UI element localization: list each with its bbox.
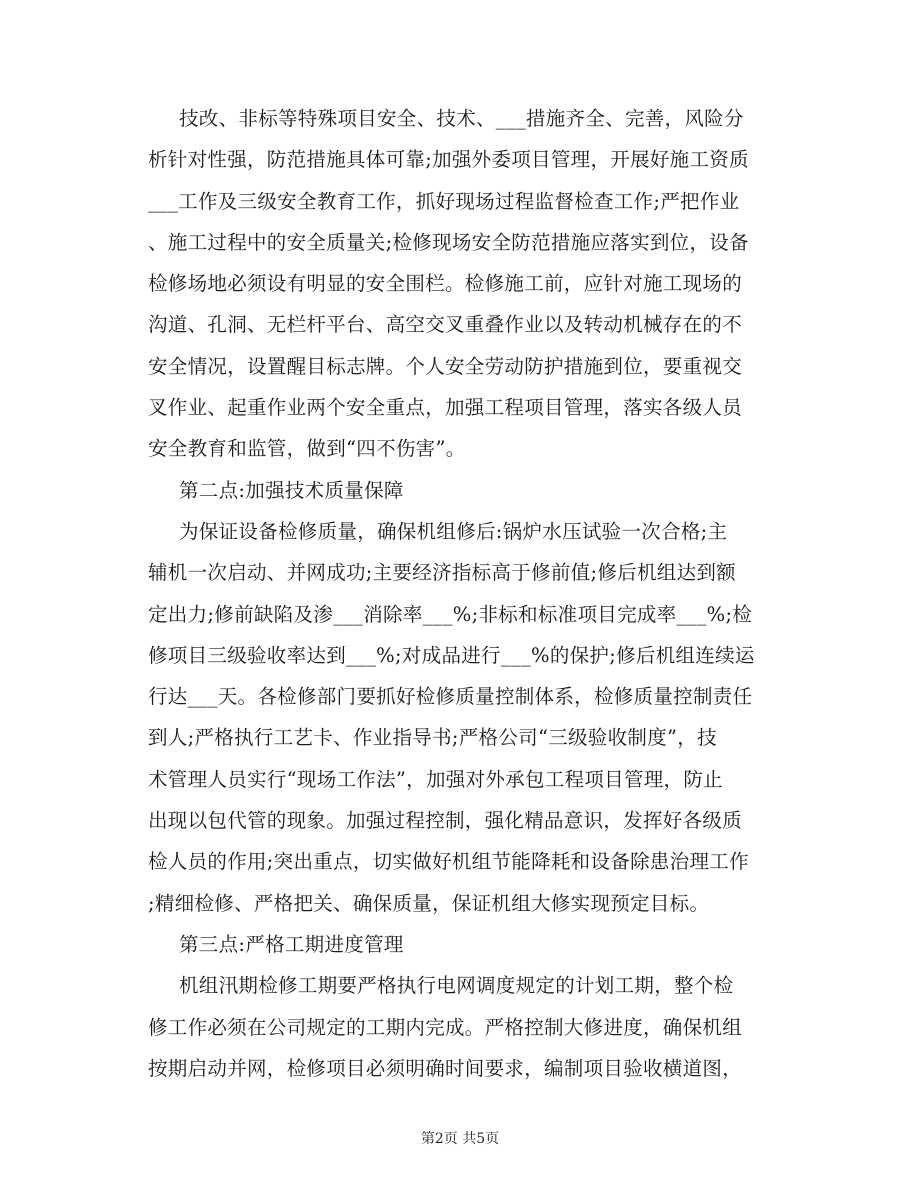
text-line: 安全情况，设置醒目标志牌。个人安全劳动防护措施到位，要重视交 <box>148 354 743 378</box>
section-heading: 第二点:加强技术质量保障 <box>179 478 404 502</box>
text-line: ___工作及三级安全教育工作，抓好现场过程监督检查工作;严把作业 <box>148 189 740 213</box>
text-line: 检人员的作用;突出重点，切实做好机组节能降耗和设备除患治理工作 <box>148 850 749 874</box>
text-line: 修工作必须在公司规定的工期内完成。严格控制大修进度，确保机组 <box>148 1015 743 1039</box>
text-line: 出现以包代管的现象。加强过程控制，强化精品意识，发挥好各级质 <box>148 809 743 833</box>
text-line: 为保证设备检修质量，确保机组修后:锅炉水压试验一次合格;主 <box>179 519 728 543</box>
text-line: 定出力;修前缺陷及渗___消除率___%;非标和标准项目完成率___%;检 <box>148 602 753 626</box>
text-line: 沟道、孔洞、无栏杆平台、高空交叉重叠作业以及转动机械存在的不 <box>148 313 743 337</box>
document-body <box>148 98 776 1089</box>
text-line: 术管理人员实行“现场工作法”，加强对外承包工程项目管理，防止 <box>148 767 723 791</box>
text-line: 到人;严格执行工艺卡、作业指导书;严格公司“三级验收制度”，技 <box>148 726 717 750</box>
text-line: 行达___天。各检修部门要抓好检修质量控制体系，检修质量控制责任 <box>148 685 753 709</box>
text-line: 、施工过程中的安全质量关;检修现场安全防范措施应落实到位，设备 <box>148 230 749 254</box>
text-line: 安全教育和监管，做到“四不伤害”。 <box>148 437 466 461</box>
text-line: 修项目三级验收率达到___%;对成品进行___%的保护;修后机组连续运 <box>148 643 755 667</box>
section-heading: 第三点:严格工期进度管理 <box>179 932 404 956</box>
text-line: ;精细检修、严格把关、确保质量，保证机组大修实现预定目标。 <box>148 891 710 915</box>
text-line: 机组汛期检修工期要严格执行电网调度规定的计划工期，整个检 <box>179 974 734 998</box>
page-number-footer: 第2页 共5页 <box>420 1131 500 1147</box>
text-line: 技改、非标等特殊项目安全、技术、___措施齐全、完善，风险分 <box>179 107 744 130</box>
text-line: 按期启动并网，检修项目必须明确时间要求，编制项目验收横道图， <box>148 1056 743 1080</box>
text-line: 检修场地必须设有明显的安全围栏。检修施工前，应针对施工现场的 <box>148 272 743 296</box>
text-line: 辅机一次启动、并网成功;主要经济指标高于修前值;修后机组达到额 <box>148 561 736 585</box>
text-line: 析针对性强，防范措施具体可靠;加强外委项目管理，开展好施工资质 <box>148 148 749 172</box>
text-line: 叉作业、起重作业两个安全重点，加强工程项目管理，落实各级人员 <box>148 396 743 420</box>
